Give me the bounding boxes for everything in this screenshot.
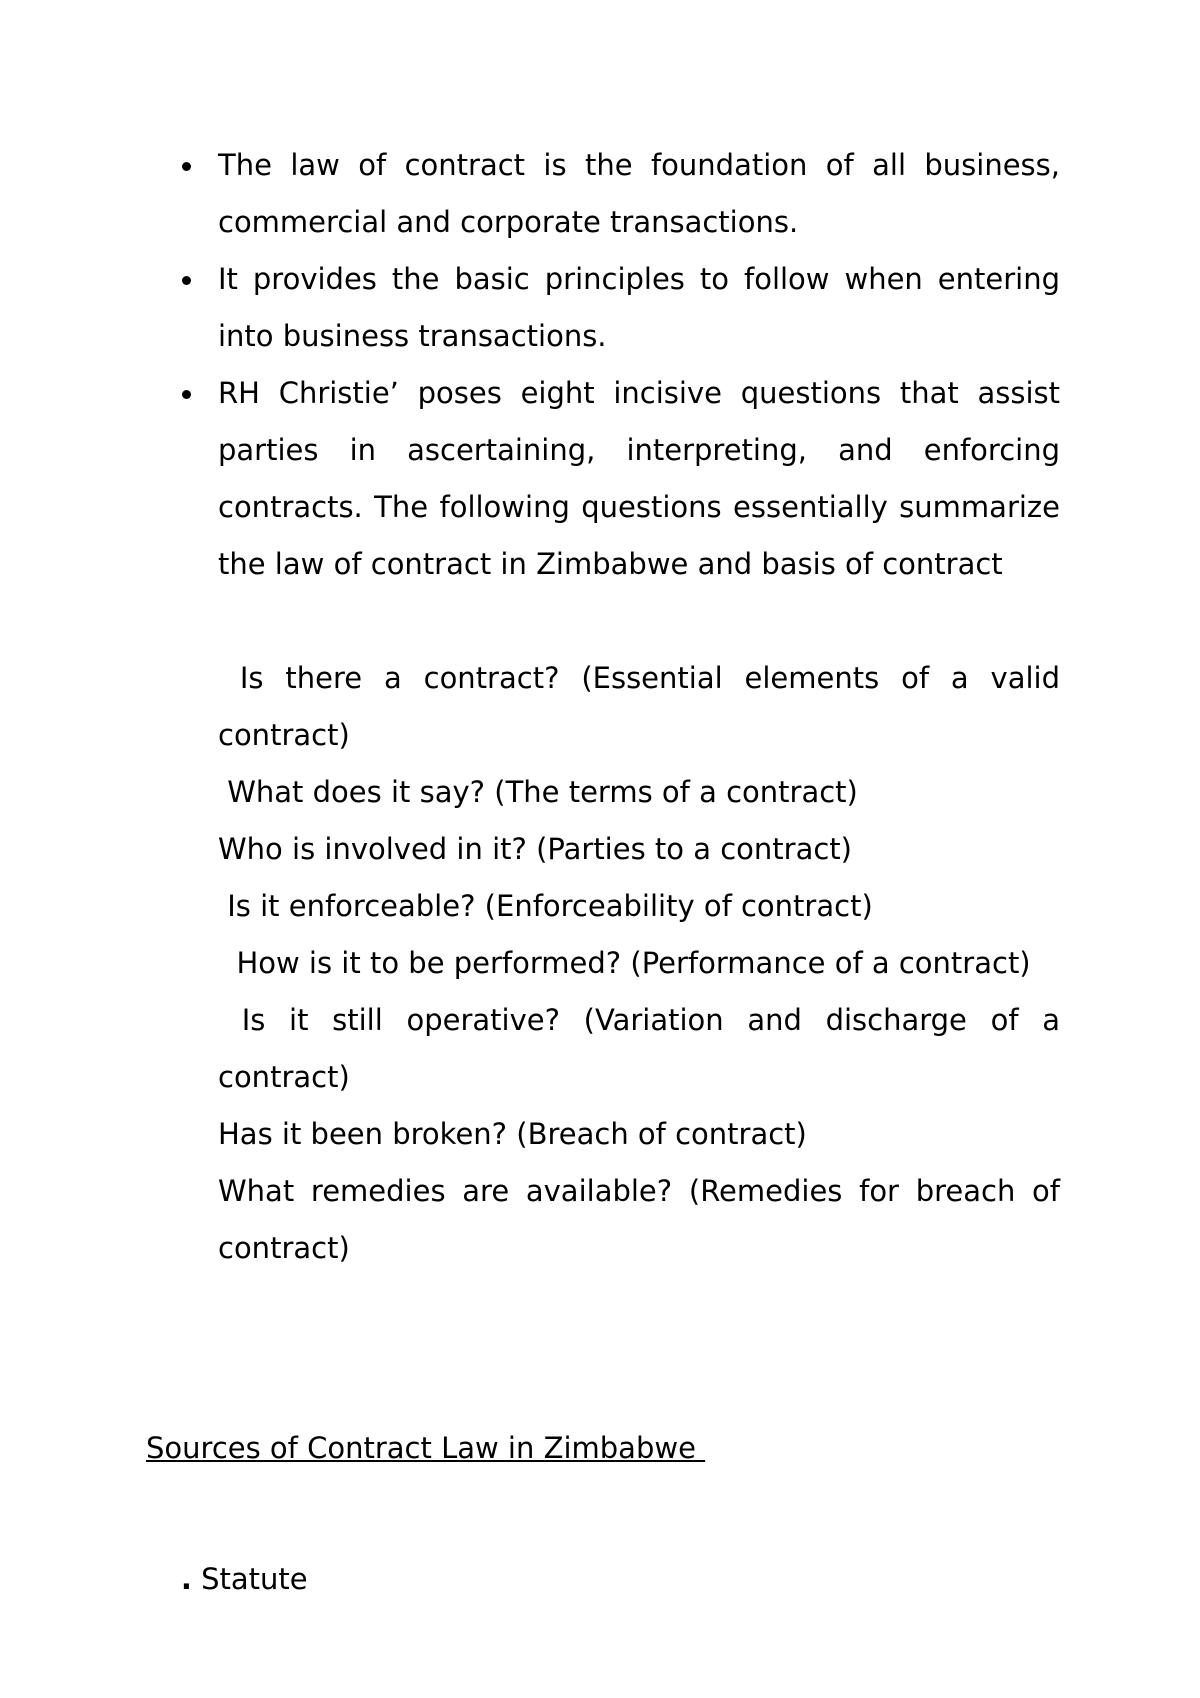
question-what-does-it-say: What does it say? (The terms of a contract) — [218, 775, 858, 809]
question-who-is-involved: Who is involved in it? (Parties to a contract) — [218, 832, 852, 866]
question-been-broken: Has it been broken? (Breach of contract) — [218, 1117, 807, 1151]
source-item-statute — [144, 1494, 308, 1665]
bullet-item-basic-principles: It provides the basic principles to follow when entering into business transactions. — [218, 251, 1060, 365]
christie-question-list — [218, 650, 1070, 1277]
question-still-operative: Is it still operative? (Variation and discharge of a contract) — [218, 1003, 1070, 1094]
bullet-list — [218, 137, 1060, 593]
question-is-it-enforceable: Is it enforceable? (Enforceability of contract) — [218, 889, 873, 923]
bullet-item-law-foundation: The law of contract is the foundation of all business, commercial and corporate transactions. — [218, 137, 1060, 251]
bullet-item-christie-questions: RH Christie’ poses eight incisive questions that assist parties in ascertaining, interpreting, and enforcing contracts. The following questions essentially summarize the law of contract in Zimbabwe and basis of contract — [218, 365, 1060, 593]
source-marker: . — [180, 1562, 192, 1596]
section-heading-sources: Sources of Contract Law in Zimbabwe — [146, 1431, 706, 1465]
question-how-performed: How is it to be performed? (Performance of a contract) — [218, 946, 1031, 980]
question-remedies-available: What remedies are available? (Remedies for breach of contract) — [218, 1174, 1070, 1265]
question-is-there-contract: Is there a contract? (Essential elements of a valid contract) — [218, 661, 1070, 752]
source-label: Statute — [191, 1562, 308, 1596]
